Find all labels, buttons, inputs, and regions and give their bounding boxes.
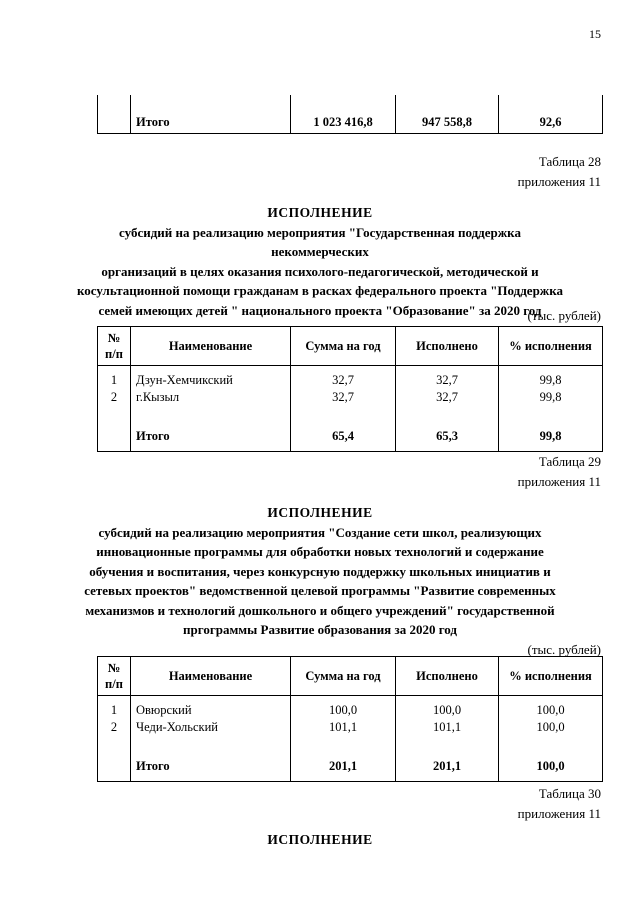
table-30-caption [518,784,601,824]
header-name: Наименование [131,657,291,696]
total-done: 201,1 [396,742,499,782]
table-row [98,696,603,720]
header-pct: % исполнения [499,327,603,366]
table-row [98,366,603,390]
table-header-row [98,657,603,696]
row-done: 100,0 [396,696,499,720]
row-name: г.Кызыл [131,389,291,412]
heading-line: сетевых проектов" ведомственной целевой программы "Развитие современных [84,583,556,598]
caption-line: приложения 11 [517,174,601,189]
header-sum: Сумма на год [291,657,396,696]
heading-line: механизмов и технологий дошкольного и общего учреждений" государственной [85,602,555,618]
num-cell [98,95,131,134]
header-num-line1: № [107,331,121,345]
total-pct: 100,0 [499,742,603,782]
row-pct: 100,0 [499,719,603,742]
row-done: 32,7 [396,366,499,390]
row-pct: 99,8 [499,366,603,390]
table-row-total [98,412,603,452]
row-num: 1 [98,366,131,390]
previous-table-total [97,95,603,134]
table-row [98,719,603,742]
heading-title: ИСПОЛНЕНИЕ [267,505,373,520]
caption-line: Таблица 29 [538,454,601,469]
header-num [98,657,131,696]
total-done: 65,3 [396,412,499,452]
header-name: Наименование [131,327,291,366]
total-sum: 65,4 [291,412,396,452]
heading-title: ИСПОЛНЕНИЕ [267,205,373,220]
heading-line: пргограммы Развитие образования за 2020 год [183,622,457,637]
table-29-caption [518,452,601,492]
header-sum: Сумма на год [291,327,396,366]
total-num [98,412,131,452]
caption-line: Таблица 30 [538,786,601,801]
table-28 [97,326,603,452]
page-number: 15 [589,27,601,41]
total-label: Итого [131,742,291,782]
caption-line: Таблица 28 [538,154,601,169]
heading-line: субсидий на реализацию мероприятия "Государственная поддержка некоммерческих [119,224,521,259]
heading-line: косультационной помощи гражданам в расках федерального проекта "Поддержка [76,283,564,298]
row-sum: 101,1 [291,719,396,742]
row-pct: 100,0 [499,696,603,720]
heading-line: субсидий на реализацию мероприятия "Создание сети школ, реализующих [98,524,542,540]
header-num-line1: № [107,661,121,675]
table-row-total [98,95,603,134]
heading-line: организаций в целях оказания психолого-педагогической, методической и [101,263,539,279]
table-row [98,389,603,412]
table-30-heading [70,830,570,850]
heading-line: обучения и воспитания, через конкурсную поддержку школьных инициатив и [89,563,551,579]
row-num: 1 [98,696,131,720]
total-pct: 92,6 [499,95,603,134]
row-sum: 32,7 [291,389,396,412]
header-num-line2: п/п [105,677,123,691]
row-sum: 100,0 [291,696,396,720]
row-name: Дзун-Хемчикский [131,366,291,390]
total-sum: 201,1 [291,742,396,782]
heading-title: ИСПОЛНЕНИЕ [267,832,373,847]
caption-line: приложения 11 [517,806,601,821]
caption-line: приложения 11 [517,474,601,489]
row-sum: 32,7 [291,366,396,390]
table-row-total [98,742,603,782]
table-header-row [98,327,603,366]
heading-line: семей имеющих детей " национального проекта "Образование" за 2020 год [98,302,542,318]
heading-line: инновационные программы для обработки новых технологий и содержание [96,544,544,559]
row-name: Овюрский [131,696,291,720]
table-28-caption [518,152,601,192]
header-done: Исполнено [396,657,499,696]
units-label: (тыс. рублей) [527,642,601,657]
total-sum: 1 023 416,8 [291,95,396,134]
table-29 [97,656,603,782]
row-num: 2 [98,389,131,412]
header-pct: % исполнения [499,657,603,696]
table-29-heading [70,503,570,640]
header-done: Исполнено [396,327,499,366]
row-pct: 99,8 [499,389,603,412]
row-name: Чеди-Хольский [131,719,291,742]
row-num: 2 [98,719,131,742]
total-label: Итого [131,95,291,134]
header-num-line2: п/п [105,347,123,361]
total-pct: 99,8 [499,412,603,452]
total-num [98,742,131,782]
row-done: 101,1 [396,719,499,742]
total-done: 947 558,8 [396,95,499,134]
table-28-heading [70,203,570,320]
units-label: (тыс. рублей) [527,308,601,323]
header-num [98,327,131,366]
row-done: 32,7 [396,389,499,412]
total-label: Итого [131,412,291,452]
